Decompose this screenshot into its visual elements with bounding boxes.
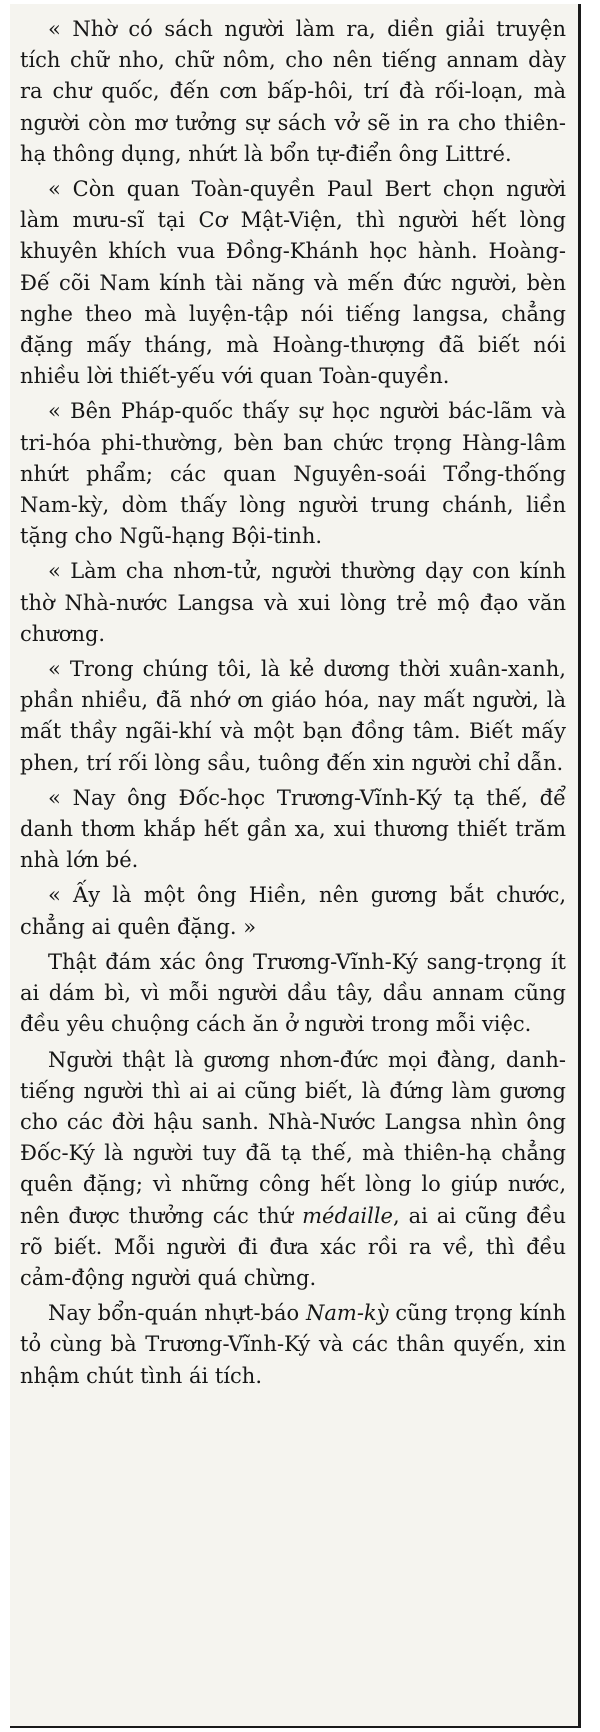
article-column (20, 14, 566, 1392)
paragraph (20, 1045, 566, 1295)
paragraph: « Nay ông Đốc-học Trương-Vĩnh-Ký tạ thế, để danh thơm khắp hết gần xa, xui thương thiết trăm nhà lớn bé. (20, 785, 566, 873)
paragraph-text: cũng trọng kính tỏ cùng bà Trương-Vĩnh-Ký và các thân quyến, xin nhậm chút tình ái tích. (20, 1301, 566, 1388)
paragraph: « Nhờ có sách người làm ra, diền giải truyện tích chữ nho, chữ nôm, cho nên tiếng annam dày ra chư quốc, đến cơn bấp-hôi, trí đà rối-loạn, mà người còn mơ tưởng sự sách vở sẽ in ra cho thiên-hạ thông dụng, nhứt là bổn tự-điển ông Littré. (20, 17, 566, 166)
italic-term-medaille: médaille (302, 1203, 393, 1228)
paragraph (20, 1298, 566, 1392)
paragraph: « Bên Pháp-quốc thấy sự học người bác-lãm và tri-hóa phi-thường, bèn ban chức trọng Hàng-lâm nhứt phẩm; các quan Nguyên-soái Tổng-thống Nam-kỳ, dòm thấy lòng người trung chánh, liền tặng cho Ngũ-hạng Bội-tinh. (20, 399, 566, 549)
paragraph: « Còn quan Toàn-quyền Paul Bert chọn người làm mưu-sĩ tại Cơ Mật-Viện, thì người hết lòng khuyên khích vua Đồng-Khánh học hành. Hoàng-Đế cõi Nam kính tài năng và mến đức người, bèn nghe theo mà luyện-tập nói tiếng langsa, chẳng đặng mấy tháng, mà Hoàng-thượng đã biết nói nhiều lời thiết-yếu với quan Toàn-quyền. (20, 177, 566, 389)
paragraph: Thật đám xác ông Trương-Vĩnh-Ký sang-trọng ít ai dám bì, vì mỗi người dầu tây, dầu annam cũng đều yêu chuộng cách ăn ở người trong mỗi việc. (20, 949, 566, 1037)
paragraph-text: , ai ai cũng đều rõ biết. Mỗi người đi đưa xác rồi ra về, thì đều cảm-động người quá chừng. (20, 1203, 566, 1290)
paragraph-text: Nay bổn-quán nhựt-báo (48, 1301, 307, 1326)
newspaper-name: Nam-kỳ (306, 1301, 389, 1326)
newspaper-page (10, 4, 581, 1728)
paragraph: « Ấy là một ông Hiền, nên gương bắt chước, chẳng ai quên đặng. » (20, 883, 566, 939)
paragraph: « Làm cha nhơn-tử, người thường dạy con kính thờ Nhà-nước Langsa và xui lòng trẻ mộ đạo văn chương. (20, 559, 566, 646)
paragraph-text: Người thật là gương nhơn-đức mọi đàng, danh-tiếng người thì ai ai cũng biết, là đứng làm gương cho các đời hậu sanh. Nhà-Nước Langsa nhìn ông Đốc-Ký là người tuy đã tạ thế, mà thiên-hạ chẳng quên đặng; vì những công hết lòng lo giúp nước, nên được thưởng các thứ (20, 1047, 566, 1228)
paragraph: « Trong chúng tôi, là kẻ dương thời xuân-xanh, phần nhiều, đã nhớ ơn giáo hóa, nay mất người, là mất thầy ngãi-khí và một bạn đồng tâm. Biết mấy phen, trí rối lòng sầu, tuông đến xin người chỉ dẫn. (20, 657, 566, 775)
